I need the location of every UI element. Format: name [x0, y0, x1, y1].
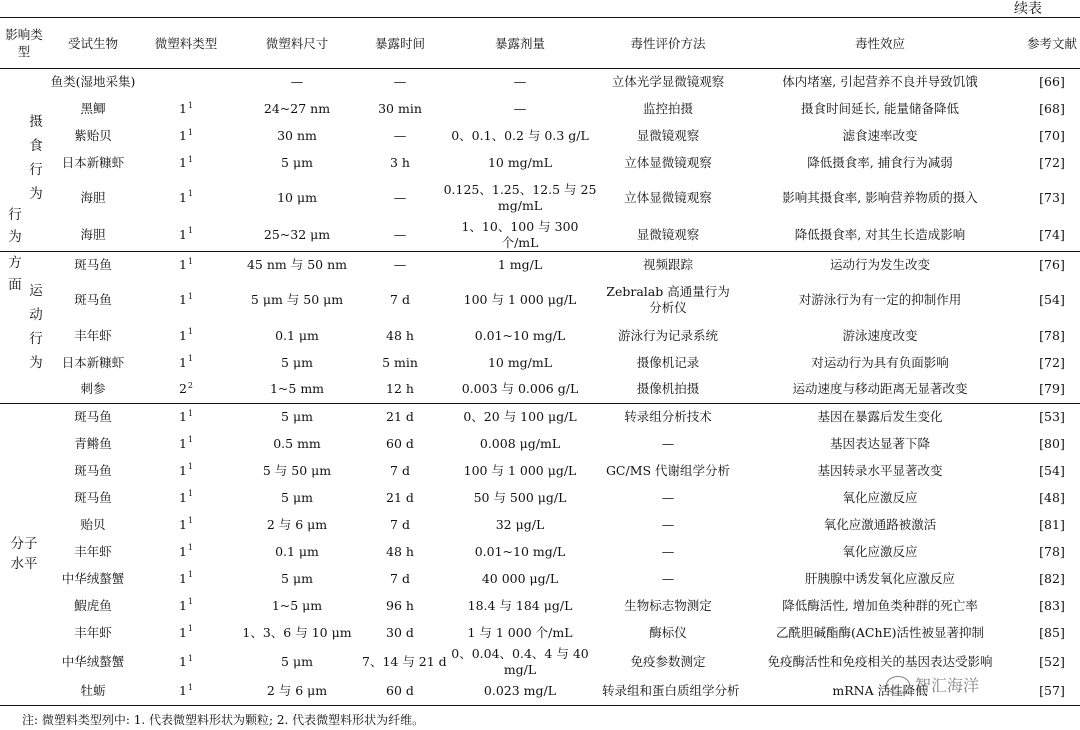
- header-cell: 暴露剂量: [494, 35, 545, 51]
- table-row: [0, 403, 1080, 430]
- organism-cell: 青鳉鱼: [74, 435, 112, 451]
- exposure-time-cell: 96 h: [386, 597, 414, 613]
- organism-cell: 中华绒螯蟹: [61, 570, 125, 586]
- mp-type-cell: $1^1$: [178, 226, 194, 242]
- mp-size-cell: 5 μm: [281, 354, 313, 370]
- table-row: [0, 376, 1080, 403]
- type-label-char: 面: [8, 276, 22, 293]
- mp-type-cell: $1^1$: [178, 256, 194, 272]
- dose-cell: 0.125、1.25、12.5 与 25 mg/mL: [443, 181, 597, 213]
- mp-size-cell: 2 与 6 μm: [266, 516, 328, 532]
- organism-cell: 海胆: [80, 189, 106, 205]
- table-row: [0, 619, 1080, 646]
- effect-cell: 氧化应激反应: [842, 543, 918, 559]
- organism-cell: 斑马鱼: [74, 256, 112, 272]
- method-cell: 立体光学显微镜观察: [611, 74, 725, 90]
- reference-cell: [74]: [1039, 226, 1065, 242]
- dose-cell: 100 与 1 000 μg/L: [463, 292, 577, 307]
- table-row: [0, 96, 1080, 123]
- effect-cell: mRNA 活性降低: [832, 683, 928, 699]
- shape-footnote-marker: 1: [187, 543, 194, 553]
- dose-cell: 50 与 500 μg/L: [473, 489, 567, 505]
- mp-size-cell: 0.5 mm: [273, 435, 321, 451]
- shape-footnote-marker: 1: [187, 100, 194, 110]
- exposure-time-cell: —: [393, 189, 407, 205]
- shape-footnote-marker: 1: [187, 408, 194, 418]
- mp-size-cell: 1~5 mm: [269, 381, 325, 397]
- reference-cell: [81]: [1039, 516, 1065, 532]
- method-cell: 摄像机记录: [636, 354, 700, 370]
- organism-cell: 海胆: [80, 226, 106, 242]
- mp-type-cell: $1^1$: [178, 154, 194, 170]
- dose-cell: 10 mg/mL: [487, 354, 553, 370]
- shape-footnote-marker: 1: [187, 226, 194, 236]
- mp-type-cell: $1^1$: [178, 354, 194, 370]
- organism-cell: 中华绒螯蟹: [61, 654, 125, 669]
- type-cell: [0, 403, 48, 705]
- effect-cell: 氧化应激反应: [842, 489, 918, 505]
- exposure-time-cell: 30 min: [378, 101, 422, 116]
- type-label-char: 摄: [29, 114, 43, 130]
- mp-size-cell: 25~32 μm: [263, 226, 331, 242]
- mp-type-cell: $1^1$: [178, 543, 194, 559]
- effect-cell: 摄食时间延长, 能量储备降低: [801, 101, 959, 116]
- dose-cell: 0、20 与 100 μg/L: [463, 408, 577, 424]
- method-cell: 转录组分析技术: [624, 408, 712, 424]
- mp-type-cell: $1^1$: [178, 516, 194, 532]
- effect-cell: 基因表达显著下降: [829, 435, 930, 451]
- type-label-molecular: 分子 水平: [10, 535, 38, 572]
- mp-size-cell: 0.1 μm: [275, 543, 319, 559]
- mp-type-cell: $1^1$: [178, 435, 194, 451]
- shape-footnote-marker: 1: [187, 462, 194, 472]
- mp-type-cell: $2^2$: [178, 381, 194, 397]
- shape-footnote-marker: 1: [187, 354, 194, 364]
- effect-cell: 滤食速率改变: [842, 128, 918, 143]
- table-row: [0, 69, 1080, 96]
- mp-size-cell: 5 μm 与 50 μm: [250, 292, 344, 307]
- continued-label: 续表: [1014, 1, 1042, 17]
- reference-cell: [72]: [1039, 354, 1065, 370]
- organism-cell: 鰕虎鱼: [74, 597, 112, 613]
- reference-cell: [76]: [1039, 256, 1065, 272]
- exposure-time-cell: 30 d: [386, 624, 414, 640]
- table-row: [0, 484, 1080, 511]
- effect-cell: 运动速度与移动距离无显著改变: [792, 381, 968, 397]
- table-row: [0, 123, 1080, 150]
- table-row: [0, 322, 1080, 349]
- type-label-char: 动: [29, 306, 43, 323]
- dose-cell: 1 mg/L: [497, 256, 543, 272]
- mp-size-cell: 0.1 μm: [275, 327, 319, 343]
- dose-cell: 0.01~10 mg/L: [474, 543, 566, 559]
- mp-type-cell: $1^1$: [178, 597, 194, 613]
- dose-cell: 32 μg/L: [495, 516, 545, 532]
- organism-cell: 牡蛎: [80, 683, 106, 699]
- reference-cell: [54]: [1039, 292, 1065, 307]
- dose-cell: —: [513, 74, 527, 90]
- mp-size-cell: 5 μm: [281, 570, 313, 586]
- organism-cell: 斑马鱼: [74, 462, 112, 478]
- effect-cell: 基因转录水平显著改变: [817, 462, 943, 478]
- method-cell: —: [661, 489, 675, 505]
- exposure-time-cell: —: [393, 128, 407, 143]
- effect-cell: 肝胰腺中诱发氧化应激反应: [804, 570, 955, 586]
- table-row: [0, 538, 1080, 565]
- shape-footnote-marker: 1: [187, 653, 194, 663]
- reference-cell: [53]: [1039, 408, 1065, 424]
- exposure-time-cell: 7 d: [390, 462, 410, 478]
- method-cell: Zebralab 高通量行为分析仪: [606, 284, 730, 315]
- effect-cell: 对游泳行为有一定的抑制作用: [798, 292, 962, 307]
- dose-cell: —: [513, 101, 527, 116]
- method-cell: —: [661, 543, 675, 559]
- shape-footnote-marker: 1: [187, 154, 194, 164]
- shape-footnote-marker: 1: [187, 624, 194, 634]
- shape-footnote-marker: 1: [187, 256, 194, 266]
- reference-cell: [83]: [1039, 597, 1065, 613]
- mp-size-cell: 10 μm: [277, 189, 317, 205]
- shape-footnote-marker: 1: [187, 127, 194, 137]
- table-row: [0, 511, 1080, 538]
- method-cell: 立体显微镜观察: [624, 189, 712, 205]
- header-cell: 受试生物: [67, 35, 118, 51]
- mp-type-cell: $1^1$: [178, 408, 194, 424]
- table-row: [0, 278, 1080, 322]
- organism-cell: 日本新糠虾: [61, 155, 125, 170]
- header-cell: 毒性效应: [854, 35, 905, 51]
- method-cell: —: [661, 570, 675, 586]
- reference-cell: [79]: [1039, 381, 1065, 397]
- reference-cell: [73]: [1039, 189, 1065, 205]
- header-cell: 毒性评价方法: [630, 35, 706, 51]
- table-row: [0, 219, 1080, 252]
- table-row: [0, 251, 1080, 278]
- organism-cell: 日本新糠虾: [61, 354, 125, 370]
- header-cell: 参考文献: [1026, 35, 1077, 51]
- table-row: [0, 592, 1080, 619]
- exposure-time-cell: 12 h: [386, 381, 414, 397]
- shape-footnote-marker: 1: [187, 516, 194, 526]
- mp-size-cell: 5 与 50 μm: [262, 462, 332, 478]
- method-cell: GC/MS 代谢组学分析: [605, 462, 731, 478]
- reference-cell: [72]: [1039, 155, 1065, 170]
- type-label-char: 方: [8, 254, 22, 271]
- reference-cell: [85]: [1039, 624, 1065, 640]
- mp-size-cell: 45 nm 与 50 nm: [246, 256, 347, 272]
- mp-size-cell: 1、3、6 与 10 μm: [242, 624, 352, 640]
- dose-cell: 0.008 μg/mL: [479, 435, 561, 451]
- table-footnote: 注: 微塑料类型列中: 1. 代表微塑料形状为颗粒; 2. 代表微塑料形状为纤维。: [22, 713, 425, 727]
- mp-size-cell: 30 nm: [277, 128, 317, 143]
- type-label-char: 为: [29, 354, 43, 371]
- exposure-time-cell: 7 d: [390, 516, 410, 532]
- reference-cell: [57]: [1039, 683, 1065, 699]
- reference-cell: [52]: [1039, 654, 1065, 669]
- organism-cell: 丰年虾: [74, 327, 112, 343]
- mp-size-cell: —: [290, 74, 304, 90]
- method-cell: —: [661, 516, 675, 532]
- exposure-time-cell: 60 d: [386, 683, 414, 699]
- mp-type-cell: $1^1$: [178, 489, 194, 505]
- reference-cell: [78]: [1039, 543, 1065, 559]
- organism-cell: 紫贻贝: [74, 128, 112, 143]
- reference-cell: [48]: [1039, 489, 1065, 505]
- data-table: [0, 17, 1080, 706]
- method-cell: 酶标仪: [649, 624, 687, 640]
- shape-footnote-marker: 2: [187, 381, 194, 391]
- effect-cell: 对运动行为具有负面影响: [811, 354, 949, 370]
- exposure-time-cell: 7、14 与 21 d: [362, 654, 447, 669]
- shape-footnote-marker: 1: [187, 291, 194, 301]
- mp-type-cell: $1^1$: [178, 100, 194, 116]
- dose-cell: 10 mg/mL: [487, 155, 553, 170]
- reference-cell: [78]: [1039, 327, 1065, 343]
- mp-type-cell: $1^1$: [178, 683, 194, 699]
- organism-cell: 丰年虾: [74, 543, 112, 559]
- dose-cell: 18.4 与 184 μg/L: [467, 597, 573, 613]
- mp-size-cell: 5 μm: [281, 408, 313, 424]
- exposure-time-cell: —: [393, 74, 407, 90]
- organism-cell: 刺参: [80, 381, 106, 397]
- shape-footnote-marker: 1: [187, 597, 194, 607]
- effect-cell: 影响其摄食率, 影响营养物质的摄入: [782, 189, 978, 205]
- dose-cell: 100 与 1 000 μg/L: [463, 462, 577, 478]
- mp-size-cell: 5 μm: [281, 654, 313, 669]
- organism-cell: 丰年虾: [74, 624, 112, 640]
- method-cell: 免疫参数测定: [630, 654, 706, 669]
- shape-footnote-marker: 1: [187, 570, 194, 580]
- reference-cell: [68]: [1039, 101, 1065, 116]
- reference-cell: [66]: [1039, 74, 1065, 90]
- organism-cell: 贻贝: [80, 516, 106, 532]
- effect-cell: 降低摄食率, 捕食行为减弱: [807, 155, 953, 170]
- table-row: [0, 150, 1080, 177]
- dose-cell: 0.01~10 mg/L: [474, 327, 566, 343]
- reference-cell: [54]: [1039, 462, 1065, 478]
- type-cell: [0, 69, 48, 252]
- shape-footnote-marker: 1: [187, 683, 194, 693]
- mp-type-cell: $1^1$: [178, 570, 194, 586]
- exposure-time-cell: —: [393, 256, 407, 272]
- organism-cell: 斑马鱼: [74, 408, 112, 424]
- exposure-time-cell: 7 d: [390, 292, 410, 307]
- dose-cell: 0、0.1、0.2 与 0.3 g/L: [451, 128, 589, 143]
- mp-size-cell: 2 与 6 μm: [266, 683, 328, 699]
- header-cell: 微塑料类型: [154, 35, 218, 51]
- organism-cell: 斑马鱼: [74, 489, 112, 505]
- shape-footnote-marker: 1: [187, 327, 194, 337]
- method-cell: 监控拍摄: [642, 101, 693, 116]
- effect-cell: 游泳速度改变: [842, 327, 918, 343]
- mp-type-cell: $1^1$: [178, 462, 194, 478]
- exposure-time-cell: 7 d: [390, 570, 410, 586]
- mp-type-cell: $1^1$: [178, 653, 194, 669]
- shape-footnote-marker: 1: [187, 435, 194, 445]
- method-cell: 显微镜观察: [636, 226, 700, 242]
- reference-cell: [80]: [1039, 435, 1065, 451]
- header-cell: 暴露时间: [374, 35, 425, 51]
- type-label-char: 为: [29, 186, 43, 202]
- type-label-char: 运: [29, 282, 43, 299]
- effect-cell: 氧化应激通路被激活: [823, 516, 937, 532]
- mp-type-cell: $1^1$: [178, 189, 194, 205]
- type-label-char: 行: [29, 162, 43, 178]
- method-cell: 显微镜观察: [636, 128, 700, 143]
- dose-cell: 40 000 μg/L: [481, 570, 559, 586]
- shape-footnote-marker: 1: [187, 489, 194, 499]
- exposure-time-cell: 5 min: [382, 354, 418, 370]
- effect-cell: 乙酰胆碱酯酶(AChE)活性被显著抑制: [775, 624, 985, 640]
- type-label-char: 行: [8, 207, 22, 223]
- shape-footnote-marker: 1: [187, 189, 194, 199]
- exposure-time-cell: 21 d: [386, 408, 414, 424]
- type-label-char: 为: [8, 229, 22, 245]
- mp-type-cell: $1^1$: [178, 127, 194, 143]
- watermark: 智汇海洋: [886, 673, 979, 696]
- method-cell: 转录组和蛋白质组学分析: [602, 683, 740, 699]
- method-cell: 摄像机拍摄: [636, 381, 700, 397]
- effect-cell: 体内堵塞, 引起营养不良并导致饥饿: [782, 74, 978, 90]
- mp-size-cell: 24~27 nm: [263, 101, 331, 116]
- mp-type-cell: [138, 69, 234, 96]
- organism-cell: 鱼类(湿地采集): [50, 74, 136, 90]
- exposure-time-cell: —: [393, 226, 407, 242]
- organism-cell: 斑马鱼: [74, 292, 112, 307]
- type-cell: [0, 251, 48, 403]
- method-cell: 视频跟踪: [642, 256, 693, 272]
- table-row: [0, 177, 1080, 219]
- mp-type-cell: $1^1$: [178, 624, 194, 640]
- dose-cell: 0.023 mg/L: [483, 683, 557, 699]
- exposure-time-cell: 60 d: [386, 435, 414, 451]
- table-row: [0, 457, 1080, 484]
- table-row: [0, 565, 1080, 592]
- method-cell: 生物标志物测定: [624, 597, 712, 613]
- organism-cell: 黑鲫: [80, 101, 106, 116]
- type-label-char: 行: [29, 330, 43, 347]
- mp-type-cell: $1^1$: [178, 327, 194, 343]
- header-cell: 影响类型: [5, 27, 43, 59]
- exposure-time-cell: 3 h: [390, 155, 410, 170]
- mp-size-cell: 5 μm: [281, 155, 313, 170]
- wechat-logo-icon: [886, 676, 910, 694]
- mp-size-cell: 5 μm: [281, 489, 313, 505]
- dose-cell: 0、0.04、0.4、4 与 40 mg/L: [451, 646, 589, 677]
- method-cell: —: [661, 435, 675, 451]
- table-row: [0, 430, 1080, 457]
- header-cell: 微塑料尺寸: [265, 35, 329, 51]
- reference-cell: [70]: [1039, 128, 1065, 143]
- effect-cell: 降低酶活性, 增加鱼类种群的死亡率: [782, 597, 978, 613]
- type-label-char: 食: [29, 138, 43, 154]
- mp-type-cell: $1^1$: [178, 291, 194, 307]
- method-cell: 立体显微镜观察: [624, 155, 712, 170]
- effect-cell: 免疫酶活性和免疫相关的基因表达受影响: [767, 654, 993, 669]
- effect-cell: 降低摄食率, 对其生长造成影响: [794, 226, 966, 242]
- effect-cell: 基因在暴露后发生变化: [817, 408, 943, 424]
- effect-cell: 运动行为发生改变: [829, 256, 930, 272]
- dose-cell: 1、10、100 与 300 个/mL: [461, 218, 579, 250]
- exposure-time-cell: 21 d: [386, 489, 414, 505]
- exposure-time-cell: 48 h: [386, 327, 414, 343]
- reference-cell: [82]: [1039, 570, 1065, 586]
- mp-size-cell: 1~5 μm: [271, 597, 323, 613]
- method-cell: 游泳行为记录系统: [617, 327, 718, 343]
- header-row: [0, 18, 1080, 69]
- dose-cell: 1 与 1 000 个/mL: [467, 624, 573, 640]
- exposure-time-cell: 48 h: [386, 543, 414, 559]
- table-row: [0, 349, 1080, 376]
- dose-cell: 0.003 与 0.006 g/L: [461, 381, 579, 397]
